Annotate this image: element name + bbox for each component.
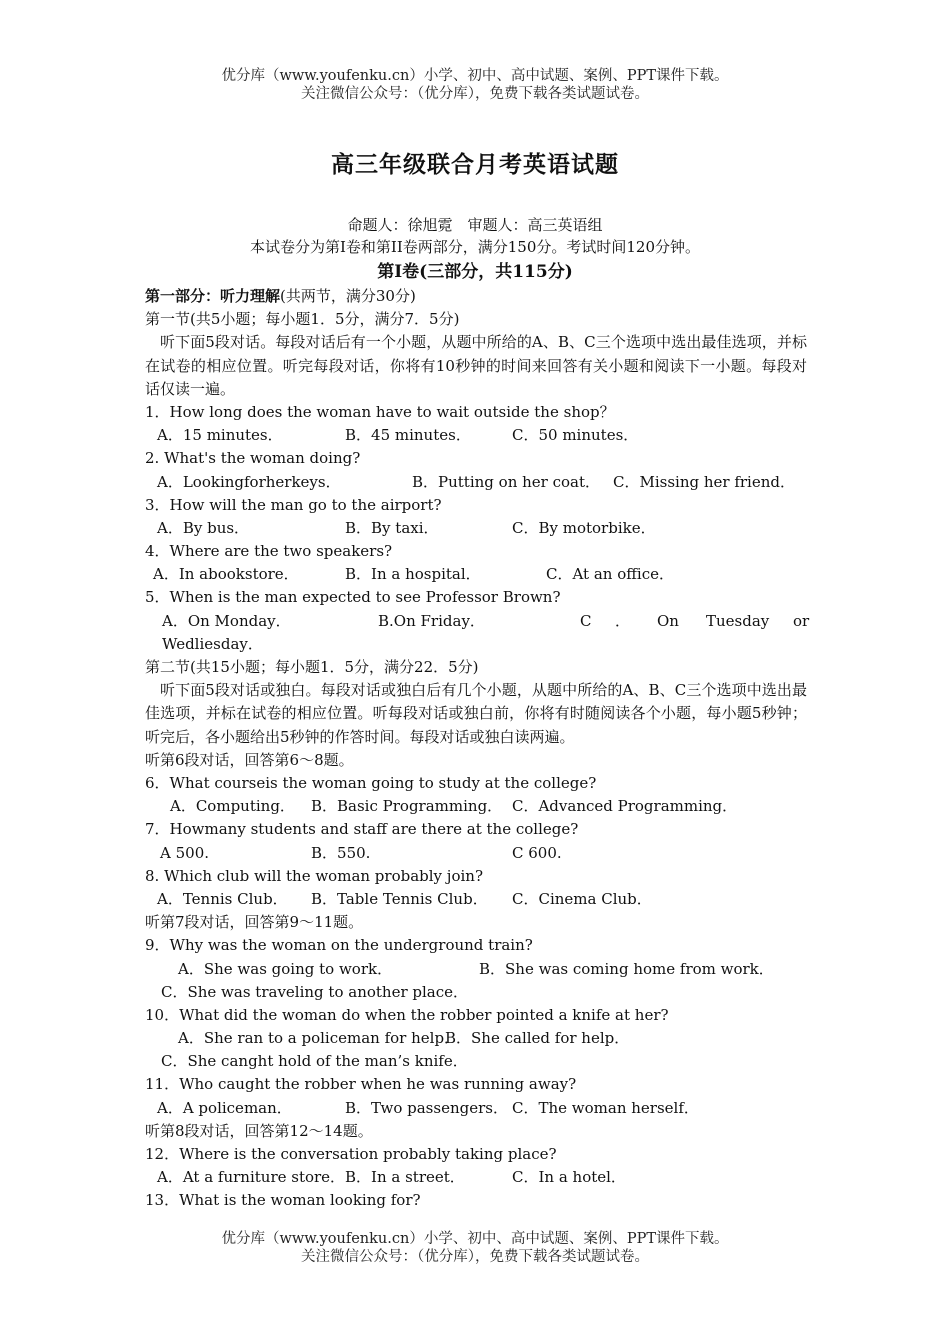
question-12-options (145, 1166, 807, 1189)
question-3: 3．How will the man go to the airport? (145, 495, 442, 514)
q1-option-b: B．45 minutes． (345, 426, 471, 445)
exam-meta (0, 214, 950, 258)
q12-option-a: A．At a furniture store． (157, 1168, 346, 1187)
exam-intro: 本试卷分为第I卷和第II卷两部分，满分150分。考试时间120分钟。 (249, 238, 701, 256)
q4-option-a: A．In abookstore． (153, 565, 299, 584)
exam-authors: 命题人：徐旭霓 审题人：高三英语组 (347, 216, 603, 234)
question-11-options (145, 1097, 807, 1120)
footer-line-2: 关注微信公众号：（优分库），免费下载各类试题试卷。 (301, 1249, 649, 1265)
question-7-options (145, 842, 807, 865)
q8-option-c: C．Cinema Club． (512, 889, 652, 908)
q9-option-b: B．She was coming home from work． (479, 959, 774, 978)
section1-heading-rest: (共两节，满分30分) (280, 287, 416, 305)
q7-option-b: B．550. (311, 843, 371, 862)
q8-option-a: A．Tennis Club． (157, 889, 288, 908)
q2-option-a: A．Lookingforherkeys． (157, 472, 341, 491)
question-6-options (145, 795, 807, 818)
q6-option-c: C．Advanced Programming． (512, 797, 738, 816)
question-1: 1．How long does the woman have to wait outside the shop？ (145, 402, 615, 421)
q4-option-b: B．In a hospital． (345, 565, 481, 584)
q6-option-a: A．Computing． (170, 797, 295, 816)
q7-option-c: C 600. (512, 843, 562, 862)
section1-instructions: 听下面5段对话。每段对话后有一个小题，从题中所给的A、B、C三个选项中选出最佳选项，并标在试卷的相应位置。听完每段对话，你将有10秒钟的时间来回答有关小题和阅读下一小题。每段对话仅读一遍。 (145, 333, 807, 398)
dialogue-8-note: 听第8段对话，回答第12～14题。 (145, 1121, 373, 1140)
question-5: 5．When is the man expected to see Professor Brown? (145, 588, 561, 607)
question-8: 8. Which club will the woman probably join? (145, 866, 483, 885)
question-7: 7．Howmany students and staff are there at the college? (145, 820, 579, 839)
q3-option-c: C．By motorbike． (512, 518, 656, 537)
q11-option-a: A．A policeman． (157, 1098, 292, 1117)
question-8-options (145, 888, 807, 911)
q10-option-a: A．She ran to a policeman for help． (178, 1029, 460, 1048)
dialogue-7-note: 听第7段对话，回答第9～11题。 (145, 913, 364, 932)
q5-option-c-word3: or (793, 611, 810, 630)
q1-option-c: C．50 minutes． (512, 426, 639, 445)
q4-option-c: C．At an office． (546, 565, 674, 584)
question-10: 10．What did the woman do when the robber pointed a knife at her? (145, 1005, 669, 1024)
question-2: 2. What's the woman doing? (145, 449, 361, 468)
page-title: 高三年级联合月考英语试题 (331, 152, 619, 178)
section1-heading-bold: 第一部分：听力理解 (145, 287, 281, 305)
q5-option-b: B.On Friday． (378, 611, 485, 630)
exam-content (145, 285, 810, 1213)
question-10-options (145, 1027, 807, 1050)
q10-option-c: C．She canght hold of the man’s knife． (161, 1052, 468, 1071)
q3-option-b: B．By taxi． (345, 518, 439, 537)
q12-option-c: C．In a hotel． (512, 1168, 626, 1187)
header-line-1: 优分库（www.youfenku.cn）小学、初中、高中试题、案例、PPT课件下载。 (221, 68, 729, 84)
q5-option-c-dot: ． (615, 611, 631, 630)
question-13: 13．What is the woman looking for? (145, 1191, 421, 1210)
page-header (0, 67, 950, 103)
q10-option-b: B．She called for help． (445, 1029, 630, 1048)
q12-option-b: B．In a street． (345, 1168, 465, 1187)
question-11: 11．Who caught the robber when he was running away? (145, 1075, 577, 1094)
section1-sub1: 第一节(共5小题；每小题1．5分，满分7．5分) (145, 310, 460, 329)
q6-option-b: B．Basic Programming． (311, 797, 503, 816)
header-line-2: 关注微信公众号：（优分库），免费下载各类试题试卷。 (301, 86, 649, 102)
footer-line-1: 优分库（www.youfenku.cn）小学、初中、高中试题、案例、PPT课件下载。 (221, 1231, 729, 1247)
question-9: 9．Why was the woman on the underground train? (145, 936, 533, 955)
q9-option-c: C．She was traveling to another place． (161, 982, 469, 1001)
q11-option-b: B．Two passengers． (345, 1098, 508, 1117)
question-2-options (145, 471, 807, 494)
q5-option-c-word1: On (657, 611, 679, 630)
q2-option-c: C．Missing her friend． (613, 472, 795, 491)
question-6: 6．What courseis the woman going to study at the college? (145, 774, 597, 793)
q1-option-a: A．15 minutes． (157, 426, 283, 445)
dialogue-6-note: 听第6段对话，回答第6～8题。 (145, 750, 354, 769)
q9-option-a: A．She was going to work． (178, 959, 393, 978)
q3-option-a: A．By bus． (157, 518, 250, 537)
question-1-options (145, 424, 807, 447)
question-5-options (145, 610, 810, 633)
question-9-options (145, 958, 807, 981)
section2-instructions: 听下面5段对话或独白。每段对话或独白后有几个小题，从题中所给的A、B、C三个选项中选出最佳选项，并标在试卷的相应位置。听每段对话或独白前，你将有时随阅读各个小题，每小题5秒钟；听完后，各小题给出5秒钟的作答时间。每段对话或独白读两遍。 (145, 681, 807, 746)
question-4-options (145, 563, 807, 586)
q7-option-a: A 500. (160, 843, 209, 862)
question-3-options (145, 517, 807, 540)
q2-option-b: B．Putting on her coat． (412, 472, 600, 491)
section2-sub2: 第二节(共15小题；每小题1．5分，满分22．5分) (145, 658, 479, 677)
section1-heading (145, 285, 807, 308)
part-title: 第I卷(三部分，共115分) (377, 262, 573, 282)
q5-option-c-continued: Wedliesday． (162, 634, 263, 653)
question-4: 4．Where are the two speakers? (145, 542, 393, 561)
q5-option-a: A．On Monday． (162, 611, 291, 630)
q8-option-b: B．Table Tennis Club． (311, 889, 488, 908)
q5-option-c-letter: C (580, 611, 592, 630)
question-12: 12．Where is the conversation probably taking place? (145, 1145, 557, 1164)
q11-option-c: C．The woman herself． (512, 1098, 699, 1117)
q5-option-c-word2: Tuesday (706, 611, 770, 630)
page-footer (0, 1230, 950, 1266)
